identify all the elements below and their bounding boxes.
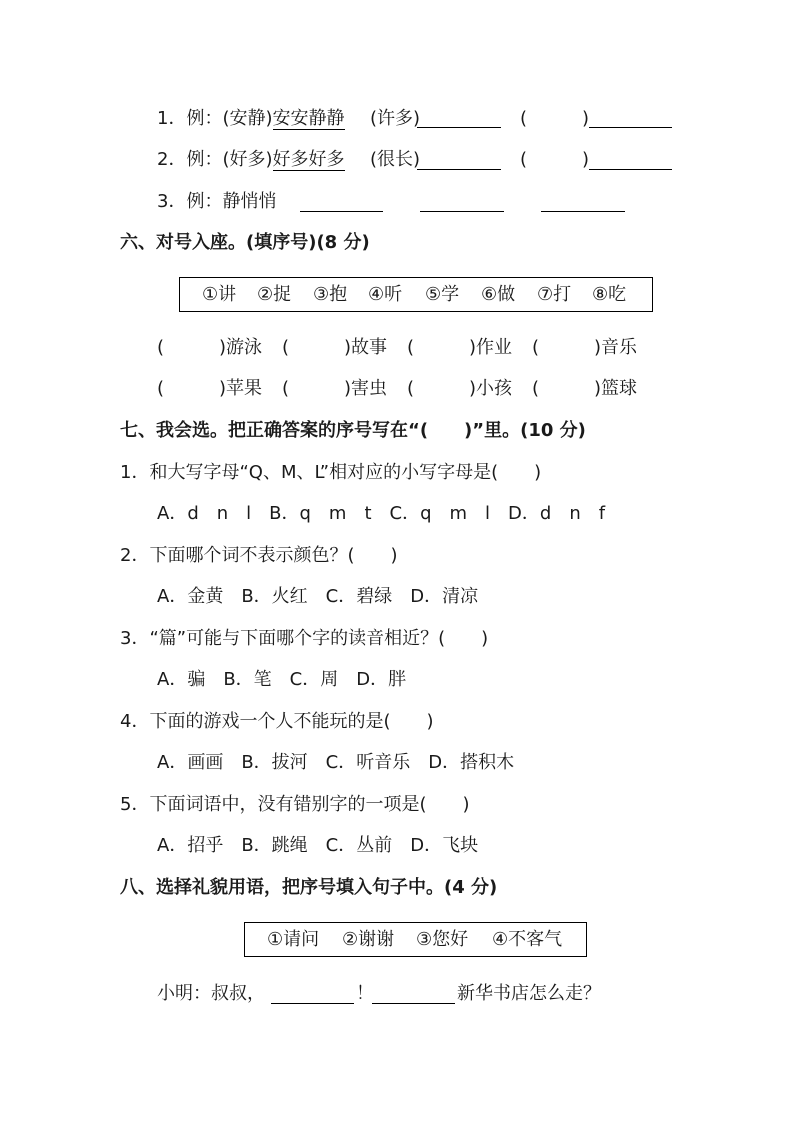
r2-word-3: 小孩 [476, 378, 513, 399]
q2-example: 好多好多 [272, 149, 345, 170]
section-6-title: 六、对号入座。(填序号)(8 分) [120, 232, 370, 253]
s8-blank-1[interactable] [271, 985, 354, 1004]
section-8-title: 八、选择礼貌用语，把序号填入句子中。(4 分) [120, 877, 498, 898]
s7-q4-options: A．画画 B．拔河 C．听音乐 D．搭积木 [157, 752, 515, 773]
r2-paren-open-1: ( [157, 378, 165, 399]
section-6-option-box [179, 277, 653, 312]
r1-paren-open-4: ( [532, 337, 540, 358]
r1-word-4: 音乐 [601, 337, 638, 358]
q2-line [157, 148, 345, 172]
s7-q3: 3．“篇”可能与下面哪个字的读音相近？( ) [120, 628, 489, 649]
option-6: ⑥做 [481, 284, 516, 305]
r2-item-2: )害虫 [344, 378, 388, 399]
section-8-option-box [244, 922, 587, 957]
polite-option-4: ④不客气 [492, 929, 563, 950]
r2-item-3: )小孩 [469, 378, 513, 399]
q3-blank-3[interactable] [541, 193, 625, 212]
option-3: ③抱 [313, 284, 348, 305]
s8-sentence-end: 新华书店怎么走？ [457, 983, 601, 1004]
r2-paren-open-2: ( [282, 378, 290, 399]
s7-q1: 1．和大写字母“Q、M、L”相对应的小写字母是( ) [120, 462, 542, 483]
q1-paren-open: ( [520, 108, 528, 129]
polite-option-2: ②谢谢 [342, 929, 395, 950]
option-4: ④听 [368, 284, 403, 305]
s7-q4: 4．下面的游戏一个人不能玩的是( ) [120, 711, 434, 732]
q1-example: 安安静静 [272, 108, 345, 129]
s8-sentence-start: 小明：叔叔， [157, 983, 265, 1004]
q1-number: 1．例： [157, 108, 223, 129]
q1-prompt: (许多) [370, 108, 421, 129]
option-8: ⑧吃 [592, 284, 627, 305]
q1-line [157, 107, 345, 131]
s8-blank-2[interactable] [372, 985, 455, 1004]
r1-word-3: 作业 [476, 337, 513, 358]
r2-item-4: )篮球 [594, 378, 638, 399]
r1-paren-open-2: ( [282, 337, 290, 358]
s7-q3-options: A．骗 B．笔 C．周 D．胖 [157, 669, 407, 690]
q2-paren-open: ( [520, 149, 528, 170]
q3-given: 静悄悄 [222, 191, 277, 212]
s7-q2-options: A．金黄 B．火红 C．碧绿 D．清凉 [157, 586, 479, 607]
q1-blank-2[interactable] [589, 109, 672, 128]
q2-given: (好多) [222, 149, 273, 170]
q2-blank-1[interactable] [417, 151, 501, 170]
s8-exclaim: ！ [356, 983, 374, 1004]
q1-paren-close: ) [582, 108, 590, 129]
q3-blank-1[interactable] [300, 193, 383, 212]
r1-item-4: )音乐 [594, 337, 638, 358]
r2-word-2: 害虫 [351, 378, 388, 399]
section-7-title: 七、我会选。把正确答案的序号写在“( )”里。(10 分) [120, 420, 586, 441]
r2-paren-open-4: ( [532, 378, 540, 399]
option-2: ②捉 [257, 284, 292, 305]
q1-blank-1[interactable] [417, 109, 501, 128]
r2-word-1: 苹果 [226, 378, 263, 399]
r1-word-1: 游泳 [226, 337, 263, 358]
q2-number: 2．例： [157, 149, 223, 170]
q3-number: 3．例： [157, 191, 223, 212]
r1-word-2: 故事 [351, 337, 388, 358]
r1-item-1: )游泳 [219, 337, 263, 358]
option-1: ①讲 [202, 284, 237, 305]
option-7: ⑦打 [537, 284, 572, 305]
s7-q5: 5．下面词语中，没有错别字的一项是( ) [120, 794, 470, 815]
r1-paren-open-1: ( [157, 337, 165, 358]
r1-paren-open-3: ( [407, 337, 415, 358]
polite-option-1: ①请问 [267, 929, 320, 950]
q2-prompt: (很长) [370, 149, 421, 170]
s7-q1-options: A．d n l B．q m t C．q m l D．d n f [157, 503, 606, 524]
r2-word-4: 篮球 [601, 378, 638, 399]
r1-item-2: )故事 [344, 337, 388, 358]
q3-line [157, 190, 276, 214]
q3-blank-2[interactable] [420, 193, 504, 212]
r2-item-1: )苹果 [219, 378, 263, 399]
q2-blank-2[interactable] [589, 151, 672, 170]
option-5: ⑤学 [425, 284, 460, 305]
r1-item-3: )作业 [469, 337, 513, 358]
r2-paren-open-3: ( [407, 378, 415, 399]
s7-q5-options: A．招乎 B．跳绳 C．丛前 D．飞块 [157, 835, 479, 856]
q1-given: (安静) [222, 108, 273, 129]
s7-q2: 2．下面哪个词不表示颜色？( ) [120, 545, 398, 566]
polite-option-3: ③您好 [416, 929, 469, 950]
q2-paren-close: ) [582, 149, 590, 170]
